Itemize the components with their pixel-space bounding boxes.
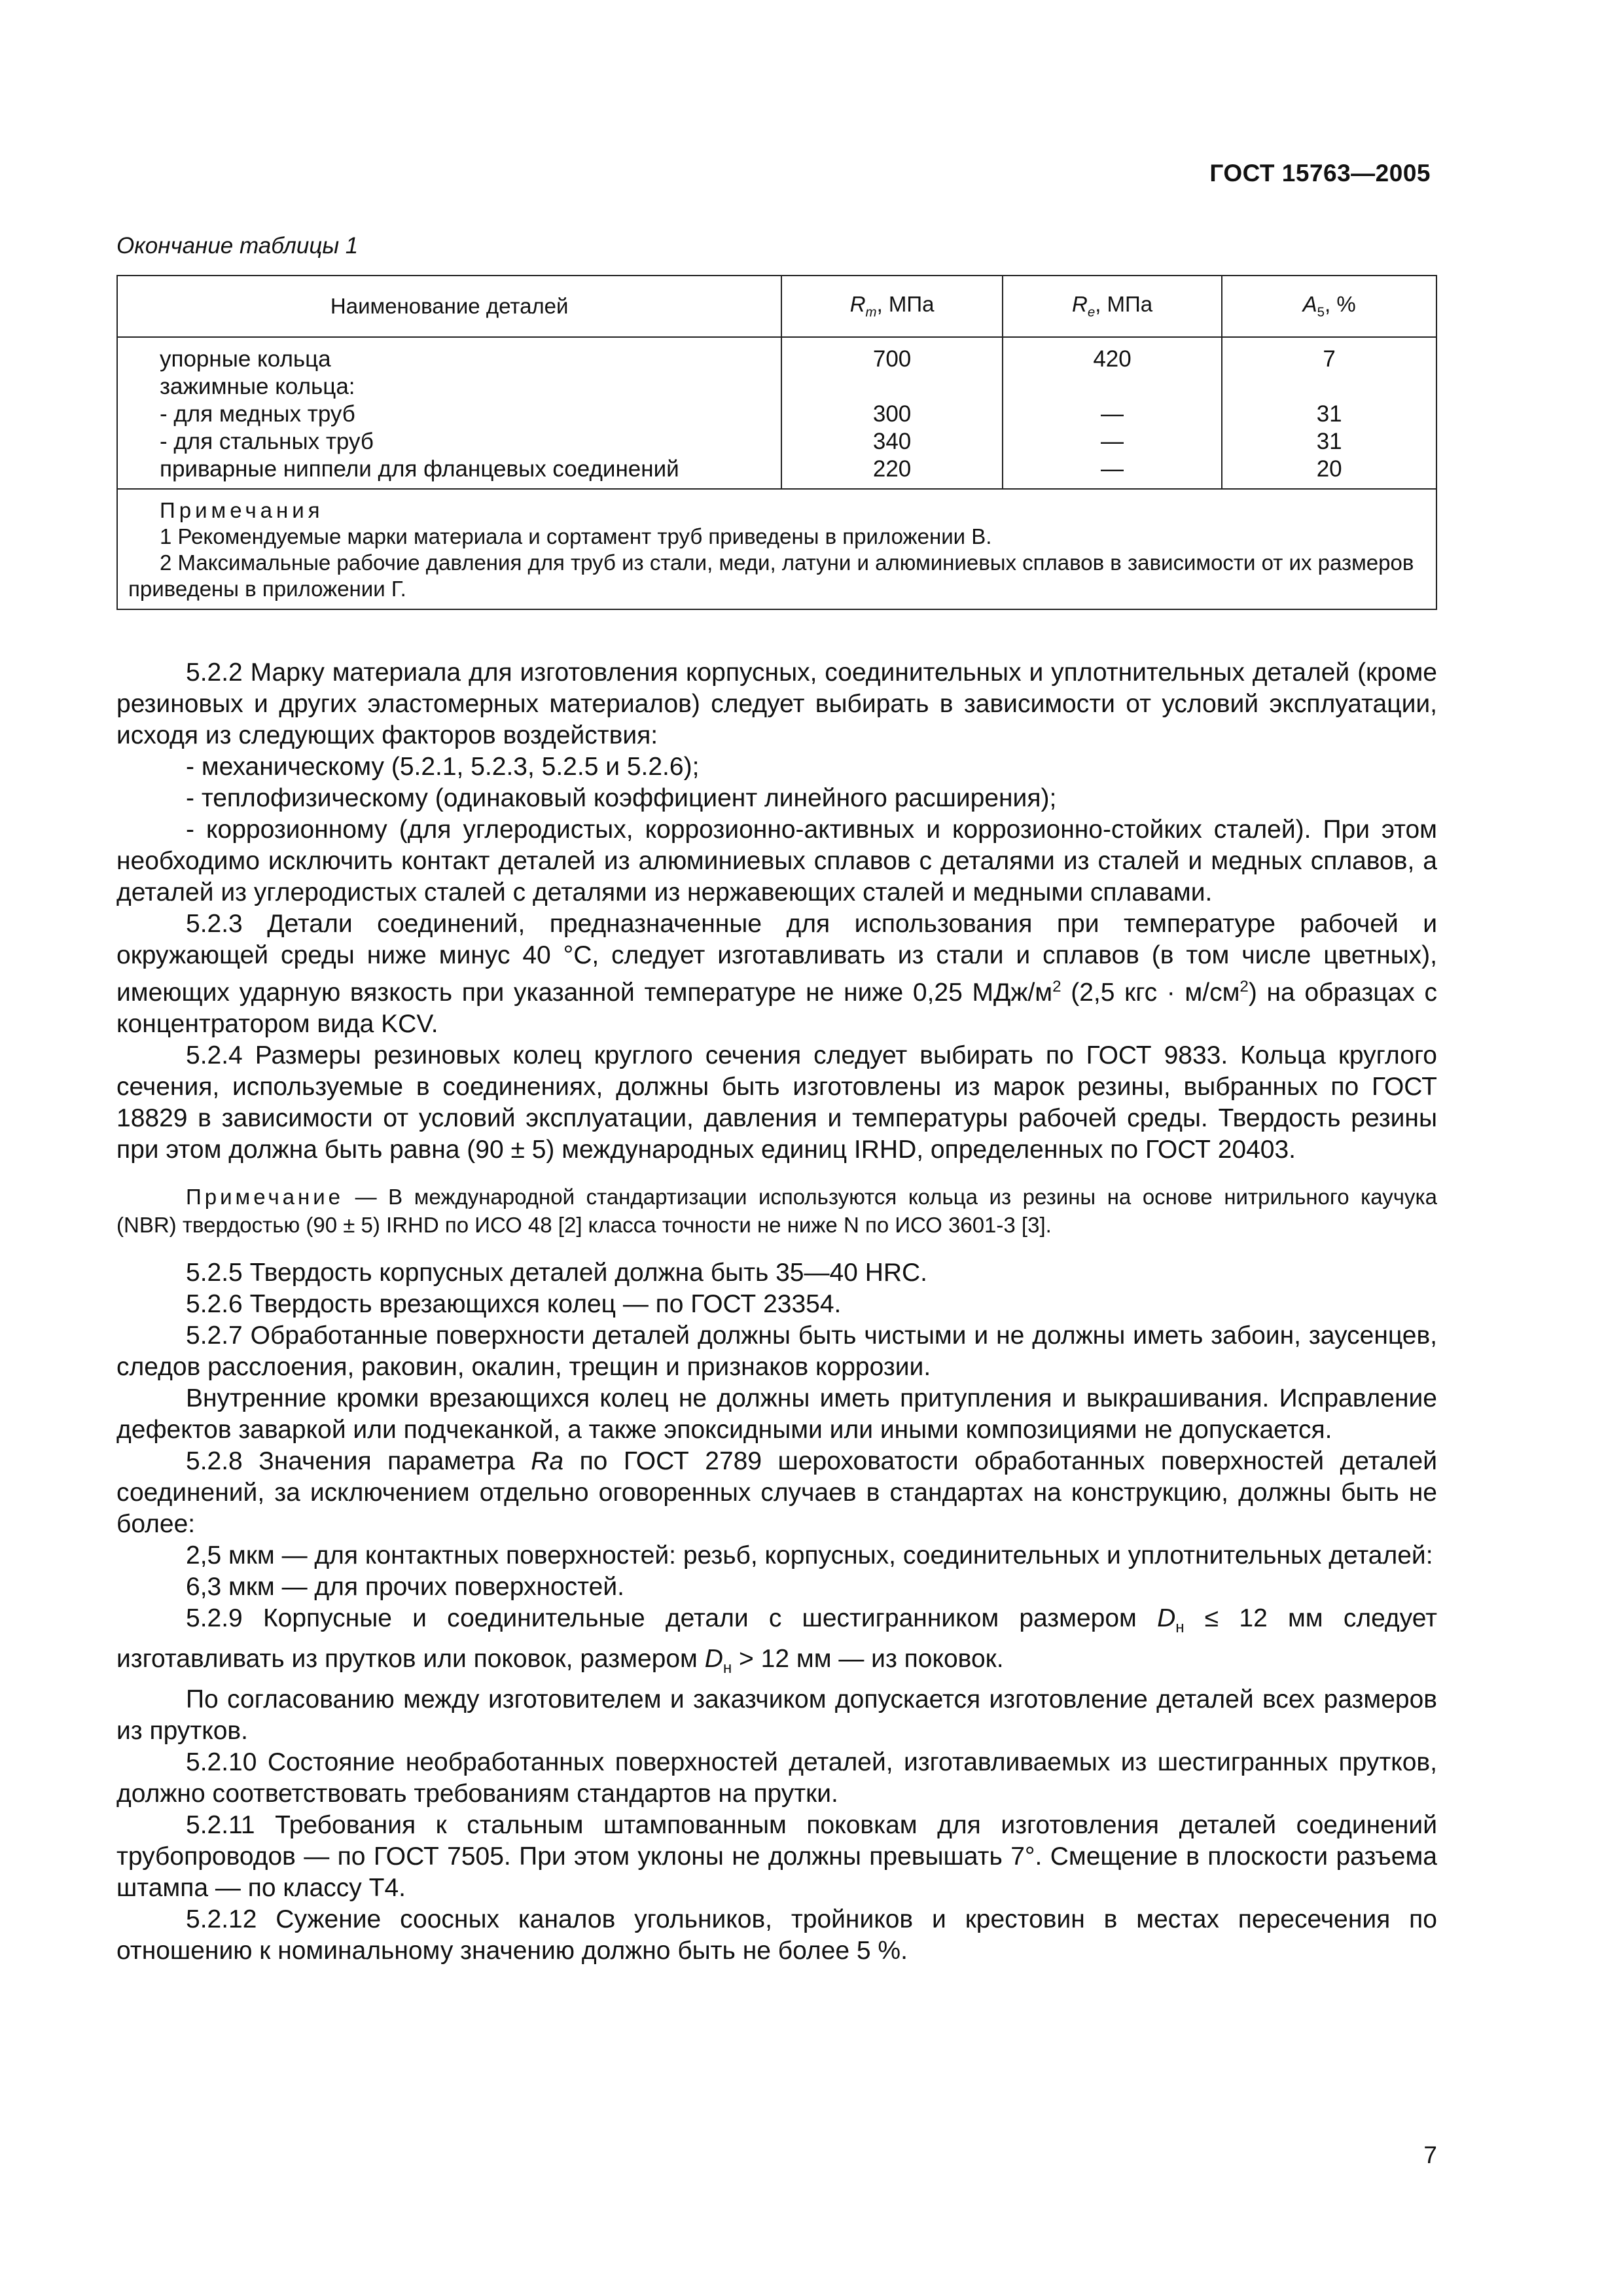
list-item: - коррозионному (для углеродистых, коррозионно-активных и коррозионно-стойких сталей). При этом необходимо исключить контакт деталей из алюминиевых сплавов с деталями из сталей и медных сплавов, а деталей из углеродистых сталей с деталями из нержавеющих сталей и медными сплавами. (116, 816, 1437, 906)
table-caption: Окончание таблицы 1 (116, 233, 359, 259)
names-cell (117, 337, 781, 489)
materials-table (116, 275, 1437, 610)
paragraph-5-2-7: 5.2.7 Обработанные поверхности деталей должны быть чистыми и не должны иметь забоин, заусенцев, следов расслоения, раковин, окалин, трещин и признаков коррозии. (116, 1321, 1437, 1381)
re-value: — (1101, 401, 1124, 427)
col-header-name: Наименование деталей (117, 276, 781, 337)
re-cell (1003, 337, 1222, 489)
rm-cell (781, 337, 1002, 489)
paragraph-5-2-5: 5.2.5 Твердость корпусных деталей должна быть 35—40 HRC. (186, 1259, 928, 1287)
a5-value: 20 (1316, 456, 1342, 482)
paragraph-5-2-3: 5.2.3 Детали соединений, предназначенные для использования при температуре рабочей и окружающей среды ниже минус 40 °С, следует изготавливать из стали и сплавов (в том числе цветных), имеющих ударную вязкость при указанной температуре не ниже 0,25 МДж/$м^2$ (2,5 кгс · $м/см^2$) на образцах с концентратором вида KCV. (116, 910, 1437, 1038)
paragraph: Внутренние кромки врезающихся колец не должны иметь притупления и выкрашивания. Исправление дефектов заваркой или подчеканкой, а также эпоксидными или иными композициями не допускается. (116, 1384, 1437, 1444)
a5-value: 7 (1323, 346, 1336, 372)
row-name: - для медных труб (160, 401, 355, 427)
col-header-a5: $A_5$, % (1222, 276, 1436, 337)
rm-value: 340 (872, 429, 912, 454)
paragraph-5-2-4: 5.2.4 Размеры резиновых колец круглого сечения следует выбирать по ГОСТ 9833. Кольца круглого сечения, используемые в соединениях, должны быть изготовлены из марок резины, выбранных по ГОСТ 18829 в зависимости от условий эксплуатации, давления и температуры рабочей среды. Твердость резины при этом должна быть равна (90 ± 5) международных единиц IRHD, определенных по ГОСТ 20403. (116, 1041, 1437, 1164)
paragraph-5-2-12: 5.2.12 Сужение соосных каналов угольников, тройников и крестовин в местах пересечения по отношению к номинальному значению должно быть не более 5 %. (116, 1905, 1437, 1965)
document-body (116, 657, 1437, 1967)
table-notes-row (117, 489, 1436, 609)
note-heading: Примечание (186, 1185, 344, 1209)
rm-value: 700 (872, 346, 912, 372)
table-note: 1 Рекомендуемые марки материала и сортамент труб приведены в приложении В. (160, 524, 992, 548)
note: Примечание — В международной стандартизации используются кольца из резины на основе нитрильного каучука (NBR) твердостью (90 ± 5) IRHD по ИСО 48 [2] класса точности не ниже N по ИСО 3601-3 [3]. (116, 1185, 1437, 1237)
row-name: упорные кольца (160, 346, 331, 372)
re-value: — (1101, 456, 1124, 482)
paragraph: 6,3 мкм — для прочих поверхностей. (186, 1573, 624, 1601)
row-name: приварные ниппели для фланцевых соединений (160, 456, 679, 482)
list-item: - теплофизическому (одинаковый коэффициент линейного расширения); (186, 784, 1057, 812)
paragraph-5-2-6: 5.2.6 Твердость врезающихся колец — по ГОСТ 23354. (186, 1290, 842, 1318)
paragraph-5-2-8: 5.2.8 Значения параметра Ra по ГОСТ 2789 шероховатости обработанных поверхностей деталей соединений, за исключением отдельно оговоренных случаев в стандартах на конструкцию, должны быть не более: (116, 1447, 1438, 1538)
rm-value (789, 373, 995, 401)
notes-heading: Примечания (160, 498, 324, 522)
table-header-row (117, 276, 1436, 337)
document-id: ГОСТ 15763—2005 (1209, 160, 1431, 187)
table-notes (117, 489, 1436, 609)
table-note: 2 Максимальные рабочие давления для труб из стали, меди, латуни и алюминиевых сплавов в зависимости от их размеров приведены в приложении Г. (128, 550, 1414, 601)
paragraph-5-2-10: 5.2.10 Состояние необработанных поверхностей деталей, изготавливаемых из шестигранных прутков, должно соответствовать требованиям стандартов на прутки. (116, 1748, 1437, 1808)
re-value: — (1101, 429, 1124, 454)
paragraph-5-2-11: 5.2.11 Требования к стальным штампованным поковкам для изготовления деталей соединений трубопроводов — по ГОСТ 7505. При этом уклоны не должны превышать 7°. Смещение в плоскости разъема штампа — по классу Т4. (116, 1810, 1437, 1902)
list-item: - механическому (5.2.1, 5.2.3, 5.2.5 и 5.2.6); (186, 753, 700, 781)
re-value (1010, 373, 1215, 401)
a5-value (1229, 373, 1429, 401)
col-header-rm: $R_m$, МПа (781, 276, 1002, 337)
paragraph-5-2-9: 5.2.9 Корпусные и соединительные детали с шестигранником размером $D_н \le 12$ мм следует изготавливать из прутков или поковок, размером $D_н > 12$ мм — из поковок. (116, 1604, 1437, 1677)
rm-value: 220 (872, 456, 912, 482)
rm-value: 300 (872, 401, 912, 427)
a5-value: 31 (1316, 429, 1342, 454)
table-body (117, 337, 1436, 489)
paragraph-5-2-2: 5.2.2 Марку материала для изготовления корпусных, соединительных и уплотнительных деталей (кроме резиновых и других эластомерных материалов) следует выбирать в зависимости от условий эксплуатации, исходя из следующих факторов воздействия: (116, 658, 1437, 749)
paragraph: 2,5 мкм — для контактных поверхностей: резьб, корпусных, соединительных и уплотнительных деталей: (186, 1541, 1433, 1570)
row-name: - для стальных труб (160, 429, 374, 454)
a5-cell (1222, 337, 1436, 489)
row-name: зажимные кольца: (160, 374, 355, 399)
paragraph: По согласованию между изготовителем и заказчиком допускается изготовление деталей всех размеров из прутков. (116, 1685, 1437, 1745)
a5-value: 31 (1316, 401, 1342, 427)
re-value: 420 (1093, 346, 1132, 372)
col-header-re: $R_e$, МПа (1003, 276, 1222, 337)
page-number: 7 (1423, 2142, 1437, 2168)
